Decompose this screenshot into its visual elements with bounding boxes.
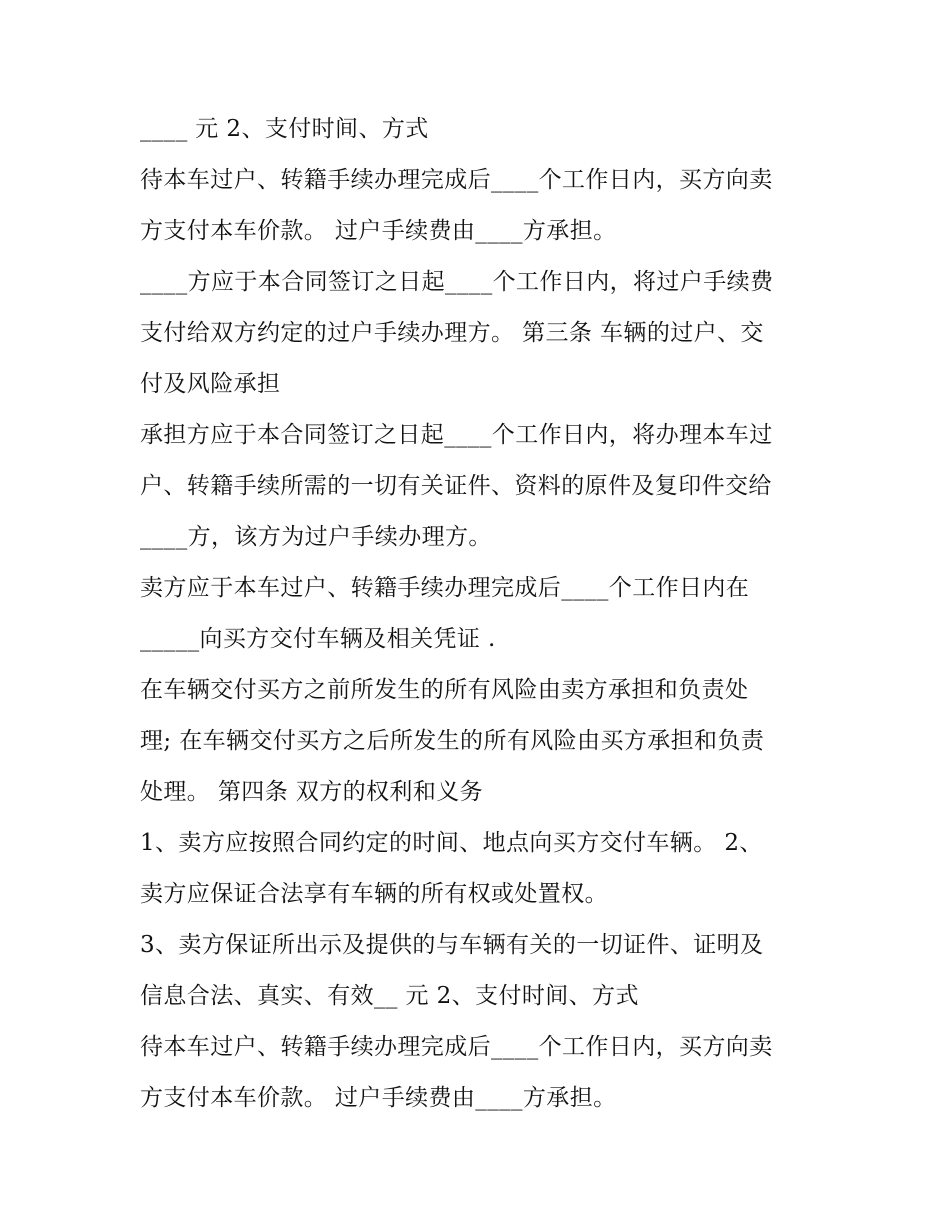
text-line: 卖方应保证合法享有车辆的所有权或处置权。 xyxy=(140,881,608,907)
text-line: 待本车过户、转籍手续办理完成后____个工作日内，买方向卖 xyxy=(140,167,773,193)
text-line: 付及风险承担 xyxy=(140,371,281,397)
text-line: 在车辆交付买方之前所发生的所有风险由卖方承担和负责处 xyxy=(140,677,749,703)
text-line: ____ 元 2、支付时间、方式 xyxy=(140,116,429,142)
text-line: 信息合法、真实、有效__ 元 2、支付时间、方式 xyxy=(140,983,639,1009)
text-line: 方支付本车价款。 过户手续费由____方承担。 xyxy=(140,218,617,244)
document-body xyxy=(140,104,820,1124)
text-line: ____方应于本合同签订之日起____个工作日内，将过户手续费 xyxy=(140,269,774,295)
text-line: 户、转籍手续所需的一切有关证件、资料的原件及复印件交给 xyxy=(140,473,772,499)
text-line: 1、卖方应按照合同约定的时间、地点向买方交付车辆。 2、 xyxy=(140,830,763,856)
text-line: ____方，该方为过户手续办理方。 xyxy=(140,524,492,550)
text-line: 支付给双方约定的过户手续办理方。 第三条 车辆的过户、交 xyxy=(140,320,764,346)
text-line: 待本车过户、转籍手续办理完成后____个工作日内，买方向卖 xyxy=(140,1034,773,1060)
text-line: 处理。 第四条 双方的权利和义务 xyxy=(140,779,484,805)
text-line: 理; 在车辆交付买方之后所发生的所有风险由买方承担和负责 xyxy=(140,728,765,754)
text-line: 卖方应于本车过户、转籍手续办理完成后____个工作日内在 xyxy=(140,575,750,601)
text-line: _____向买方交付车辆及相关凭证 . xyxy=(140,626,496,652)
text-line: 3、卖方保证所出示及提供的与车辆有关的一切证件、证明及 xyxy=(140,932,764,958)
text-line: 承担方应于本合同签订之日起____个工作日内，将办理本车过 xyxy=(140,422,773,448)
text-line: 方支付本车价款。 过户手续费由____方承担。 xyxy=(140,1085,617,1111)
